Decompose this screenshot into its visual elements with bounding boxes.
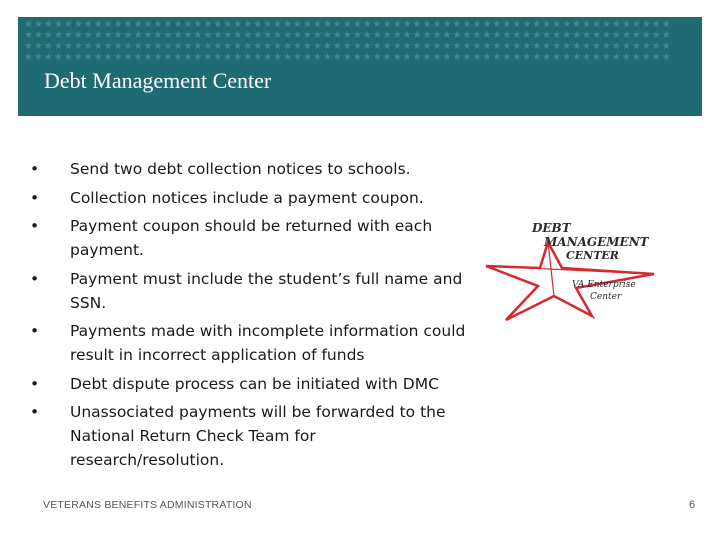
logo-line-1: DEBT: [532, 221, 571, 235]
header-banner: [18, 17, 702, 116]
logo-sub-2: Center: [590, 292, 622, 302]
star-pattern: ★★★★★★★★★★★★★★★★★★★★★★★★★★★★★★★★★★★★★★★★★★★★★★★★★★★★★★★★★★★★★★★★★ ★★★★★★★★★★★★★★★★★★★★★★★★★★★★★★★★★★★★★★★★★★★★★★★★★★★★★★★★★★★★★★★★★ ★★★★★★★★★★★★★★★★★★★★★★★★★★★★★★★★★★★★★★★★★★★★★★★★★★★★★★★★★★★★★★★★★ ★★★★★★★★★★★★★★★★★★★★★★★★★★★★★★★★★★★★★★★★★★★★★★★★★★★★★★★★★★★★★★★★★: [24, 19, 672, 63]
bullet-dot-icon: •: [30, 374, 40, 393]
bullet-item: • Payment must include the student’s full name and SSN.: [30, 267, 470, 315]
bullet-dot-icon: •: [30, 160, 40, 178]
bullet-item: • Send two debt collection notices to schools.: [30, 157, 470, 181]
bullet-item: • Payment coupon should be returned with each payment.: [30, 214, 470, 262]
footer-text: VETERANS BENEFITS ADMINISTRATION: [43, 499, 252, 511]
bullet-dot-icon: •: [30, 188, 40, 207]
logo-line-2: MANAGEMENT: [544, 235, 649, 249]
slide-title: Debt Management Center: [44, 68, 272, 93]
bullet-list: [30, 157, 470, 477]
dmc-logo: [484, 212, 656, 324]
bullet-dot-icon: •: [30, 322, 40, 340]
bullet-dot-icon: •: [30, 403, 40, 421]
bullet-item: • Payments made with incomplete information could result in incorrect application of funds: [30, 319, 470, 367]
page-number: 6: [689, 499, 696, 511]
bullet-dot-icon: •: [30, 217, 40, 235]
bullet-item: • Debt dispute process can be initiated with DMC: [30, 372, 470, 396]
bullet-item: • Unassociated payments will be forwarded to the National Return Check Team for research/resolution.: [30, 400, 470, 472]
logo-sub-1: VA Enterprise: [572, 280, 636, 290]
bullet-dot-icon: •: [30, 269, 40, 288]
bullet-item: • Collection notices include a payment coupon.: [30, 186, 470, 210]
logo-line-3: CENTER: [566, 249, 619, 262]
